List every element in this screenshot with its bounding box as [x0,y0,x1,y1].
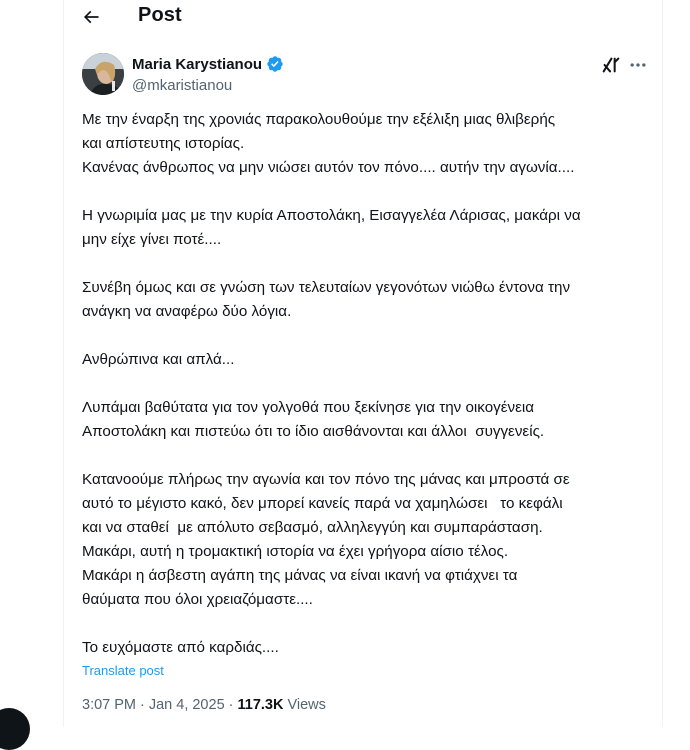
tweet-paragraph: Κατανοούμε πλήρως την αγωνία και τον πόνο της μάνας και μπροστά σε αυτό το μέγιστο κακό, δεν μπορεί κανείς παρά να χαμηλώσει το κεφάλι και να σταθεί με απόλυτο σεβασμό, αλληλεγγύη και συμπαράσταση. Μακάρι, αυτή η τρομακτική ιστορία να έχει γρήγορα αίσιο τέλος. Μακάρι η άσβεστη αγάπη της μάνας να είναι ικανή να φτιάχνει τα θαύματα που όλοι χρειαζόμαστε.... [82,471,570,608]
tweet-paragraph: Με την έναρξη της χρονιάς παρακολουθούμε την εξέλιξη μιας θλιβερής και απίστευτης ιστορίας. Κανένας άνθρωπος να μην νιώσει αυτόν τον πόνο.... αυτήν την αγωνία.... [82,111,575,176]
grok-button[interactable] [600,54,622,76]
views-label: Views [287,697,326,713]
post-header [64,0,662,34]
verified-badge-icon [266,55,284,73]
floating-action-button[interactable] [0,708,30,750]
tweet-paragraph: Το ευχόμαστε από καρδιάς.... [82,639,279,656]
translate-post-link[interactable]: Translate post [82,663,164,678]
author-name-text: Maria Karystianou [132,55,263,73]
arrow-left-icon [81,7,101,27]
author-handle[interactable]: @mkaristianou [132,77,233,94]
grok-icon [600,54,622,76]
tweet-paragraph: Η γνωριμία μας με την κυρία Αποστολάκη, Εισαγγελέα Λάρισας, μακάρι να μην είχε γίνει ποτέ.... [82,207,581,248]
tweet-time[interactable]: 3:07 PM [82,697,136,713]
tweet-meta [82,697,326,713]
views-count: 117.3K [237,697,284,713]
post-column [63,0,663,727]
meta-separator: · [228,697,234,713]
back-button[interactable] [76,2,106,32]
author-name[interactable] [132,55,284,73]
tweet-paragraph: Συνέβη όμως και σε γνώση των τελευταίων γεγονότων νιώθω έντονα την ανάγκη να αναφέρω δύο λόγια. [82,279,571,320]
meta-separator: · [140,697,145,713]
tweet-text [82,108,652,660]
avatar-image [82,53,124,95]
tweet-paragraph: Ανθρώπινα και απλά... [82,351,235,368]
more-button[interactable] [626,54,650,76]
tweet-date[interactable]: Jan 4, 2025 [148,697,225,713]
more-horizontal-icon [628,55,648,75]
avatar[interactable] [82,53,124,95]
tweet-paragraph: Λυπάμαι βαθύτατα για τον γολγοθά που ξεκίνησε για την οικογένεια Αποστολάκη και πιστεύω ότι το ίδιο αισθάνονται και άλλοι συγγενείς. [82,399,545,440]
page-title: Post [138,4,182,26]
